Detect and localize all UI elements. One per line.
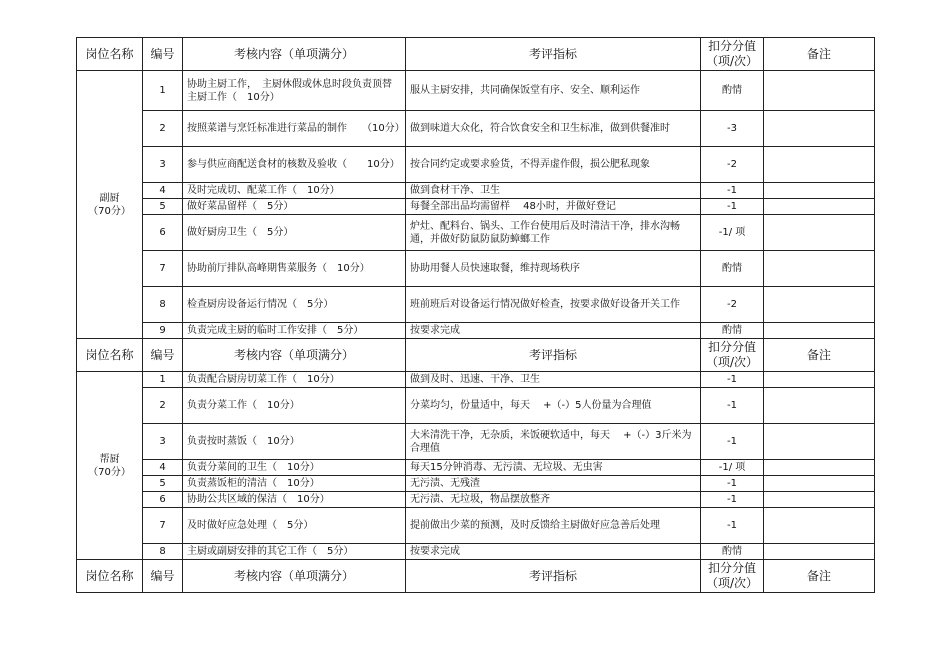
header-row [77, 339, 875, 372]
row-deduct: -1/ 项 [701, 215, 764, 251]
header-deduct-line1: 扣分分值 [707, 561, 756, 575]
header-position: 岗位名称 [77, 339, 143, 372]
row-indicator: 大米清洗干净，无杂质，米饭硬软适中，每天 +（-）3斤米为合理值 [406, 424, 701, 460]
row-number: 3 [143, 147, 183, 183]
table-row [77, 287, 875, 323]
header-content: 考核内容（单项满分） [183, 339, 406, 372]
header-content: 考核内容（单项满分） [183, 38, 406, 71]
position-cell [77, 372, 143, 560]
table-row [77, 147, 875, 183]
row-indicator: 做到食材干净、卫生 [406, 183, 701, 199]
row-indicator: 按合同约定或要求验货，不得弄虚作假，损公肥私现象 [406, 147, 701, 183]
header-deduct-line2: （项/次） [705, 355, 759, 369]
table-row [77, 199, 875, 215]
header-indicator: 考评指标 [406, 560, 701, 593]
row-number: 6 [143, 215, 183, 251]
row-number: 4 [143, 183, 183, 199]
row-indicator: 按要求完成 [406, 544, 701, 560]
row-number: 8 [143, 544, 183, 560]
row-remark [764, 287, 875, 323]
row-remark [764, 492, 875, 508]
row-content: 负责配合厨房切菜工作（ 10分） [183, 372, 406, 388]
table-row [77, 251, 875, 287]
row-number: 4 [143, 460, 183, 476]
table-row [77, 71, 875, 111]
row-remark [764, 508, 875, 544]
table-row [77, 323, 875, 339]
row-content: 负责分菜工作（ 10分） [183, 388, 406, 424]
row-deduct: -1 [701, 508, 764, 544]
header-deduct [701, 38, 764, 71]
row-remark [764, 372, 875, 388]
table-row [77, 508, 875, 544]
row-indicator: 每天15分钟消毒、无污渍、无垃圾、无虫害 [406, 460, 701, 476]
header-deduct [701, 560, 764, 593]
row-deduct: -1 [701, 199, 764, 215]
table-row [77, 372, 875, 388]
row-number: 2 [143, 111, 183, 147]
row-remark [764, 111, 875, 147]
row-indicator: 协助用餐人员快速取餐，维持现场秩序 [406, 251, 701, 287]
row-deduct: -2 [701, 287, 764, 323]
header-number: 编号 [143, 38, 183, 71]
header-row [77, 560, 875, 593]
row-deduct: -1/ 项 [701, 460, 764, 476]
header-indicator: 考评指标 [406, 38, 701, 71]
table-row [77, 388, 875, 424]
assessment-table [76, 37, 875, 593]
row-indicator: 提前做出少菜的预测，及时反馈给主厨做好应急善后处理 [406, 508, 701, 544]
header-position: 岗位名称 [77, 38, 143, 71]
row-content: 做好菜品留样（ 5分） [183, 199, 406, 215]
row-number: 6 [143, 492, 183, 508]
row-content: 协助主厨工作， 主厨休假或休息时段负责顶替主厨工作（ 10分） [183, 71, 406, 111]
row-deduct: -1 [701, 372, 764, 388]
header-row [77, 38, 875, 71]
row-content: 负责按时蒸饭（ 10分） [183, 424, 406, 460]
row-deduct: -1 [701, 388, 764, 424]
row-remark [764, 388, 875, 424]
row-remark [764, 544, 875, 560]
row-number: 7 [143, 251, 183, 287]
row-indicator: 按要求完成 [406, 323, 701, 339]
row-deduct: -1 [701, 492, 764, 508]
header-deduct-line1: 扣分分值 [707, 39, 756, 53]
header-remark: 备注 [764, 339, 875, 372]
table-row [77, 183, 875, 199]
row-number: 3 [143, 424, 183, 460]
row-content: 主厨或副厨安排的其它工作（ 5分） [183, 544, 406, 560]
row-remark [764, 215, 875, 251]
row-number: 8 [143, 287, 183, 323]
row-remark [764, 147, 875, 183]
table-row [77, 544, 875, 560]
row-content: 协助前厅排队高峰期售菜服务（ 10分） [183, 251, 406, 287]
header-remark: 备注 [764, 38, 875, 71]
row-remark [764, 460, 875, 476]
row-number: 5 [143, 476, 183, 492]
row-number: 9 [143, 323, 183, 339]
row-indicator: 每餐全部出品均需留样 48小时，并做好登记 [406, 199, 701, 215]
position-score: （70分） [88, 205, 131, 217]
header-number: 编号 [143, 339, 183, 372]
row-indicator: 无污渍、无残渣 [406, 476, 701, 492]
row-indicator: 无污渍、无垃圾，物品摆放整齐 [406, 492, 701, 508]
row-deduct: -1 [701, 476, 764, 492]
table-row [77, 492, 875, 508]
row-indicator: 分菜均匀，份量适中，每天 +（-）5人份量为合理值 [406, 388, 701, 424]
table-row [77, 215, 875, 251]
row-content: 按照菜谱与烹饪标准进行菜品的制作 （10分） [183, 111, 406, 147]
row-indicator: 做到及时、迅速、干净、卫生 [406, 372, 701, 388]
row-content: 检查厨房设备运行情况（ 5分） [183, 287, 406, 323]
row-deduct: -2 [701, 147, 764, 183]
header-number: 编号 [143, 560, 183, 593]
row-deduct: 酌情 [701, 544, 764, 560]
row-remark [764, 183, 875, 199]
position-name: 帮厨 [99, 453, 120, 465]
row-indicator: 炉灶、配料台、锅头、工作台使用后及时清洁干净，排水沟畅通，并做好防鼠防鼠防蟑螂工作 [406, 215, 701, 251]
row-number: 7 [143, 508, 183, 544]
row-remark [764, 323, 875, 339]
row-content: 做好厨房卫生（ 5分） [183, 215, 406, 251]
row-number: 1 [143, 71, 183, 111]
position-cell [77, 71, 143, 339]
table-row [77, 424, 875, 460]
row-number: 1 [143, 372, 183, 388]
row-content: 参与供应商配送食材的核数及验收（ 10分） [183, 147, 406, 183]
header-deduct-line1: 扣分分值 [707, 340, 756, 354]
row-remark [764, 251, 875, 287]
header-remark: 备注 [764, 560, 875, 593]
row-content: 负责分菜间的卫生（ 10分） [183, 460, 406, 476]
row-content: 及时完成切、配菜工作（ 10分） [183, 183, 406, 199]
position-name: 副厨 [99, 192, 120, 204]
table-row [77, 111, 875, 147]
row-content: 负责蒸饭柜的清洁（ 10分） [183, 476, 406, 492]
header-deduct [701, 339, 764, 372]
row-deduct: 酌情 [701, 251, 764, 287]
table-row [77, 476, 875, 492]
row-remark [764, 71, 875, 111]
row-content: 协助公共区域的保洁（ 10分） [183, 492, 406, 508]
header-deduct-line2: （项/次） [705, 54, 759, 68]
row-deduct: -3 [701, 111, 764, 147]
row-deduct: 酌情 [701, 323, 764, 339]
row-remark [764, 476, 875, 492]
row-deduct: -1 [701, 183, 764, 199]
row-indicator: 做到味道大众化，符合饮食安全和卫生标准，做到供餐准时 [406, 111, 701, 147]
row-deduct: 酌情 [701, 71, 764, 111]
position-score: （70分） [88, 466, 131, 478]
row-remark [764, 424, 875, 460]
row-deduct: -1 [701, 424, 764, 460]
header-position: 岗位名称 [77, 560, 143, 593]
row-number: 2 [143, 388, 183, 424]
row-number: 5 [143, 199, 183, 215]
row-remark [764, 199, 875, 215]
header-content: 考核内容（单项满分） [183, 560, 406, 593]
row-indicator: 服从主厨安排，共同确保饭堂有序、安全、顺利运作 [406, 71, 701, 111]
header-deduct-line2: （项/次） [705, 576, 759, 590]
row-content: 负责完成主厨的临时工作安排（ 5分） [183, 323, 406, 339]
table-row [77, 460, 875, 476]
header-indicator: 考评指标 [406, 339, 701, 372]
row-indicator: 班前班后对设备运行情况做好检查，按要求做好设备开关工作 [406, 287, 701, 323]
row-content: 及时做好应急处理（ 5分） [183, 508, 406, 544]
